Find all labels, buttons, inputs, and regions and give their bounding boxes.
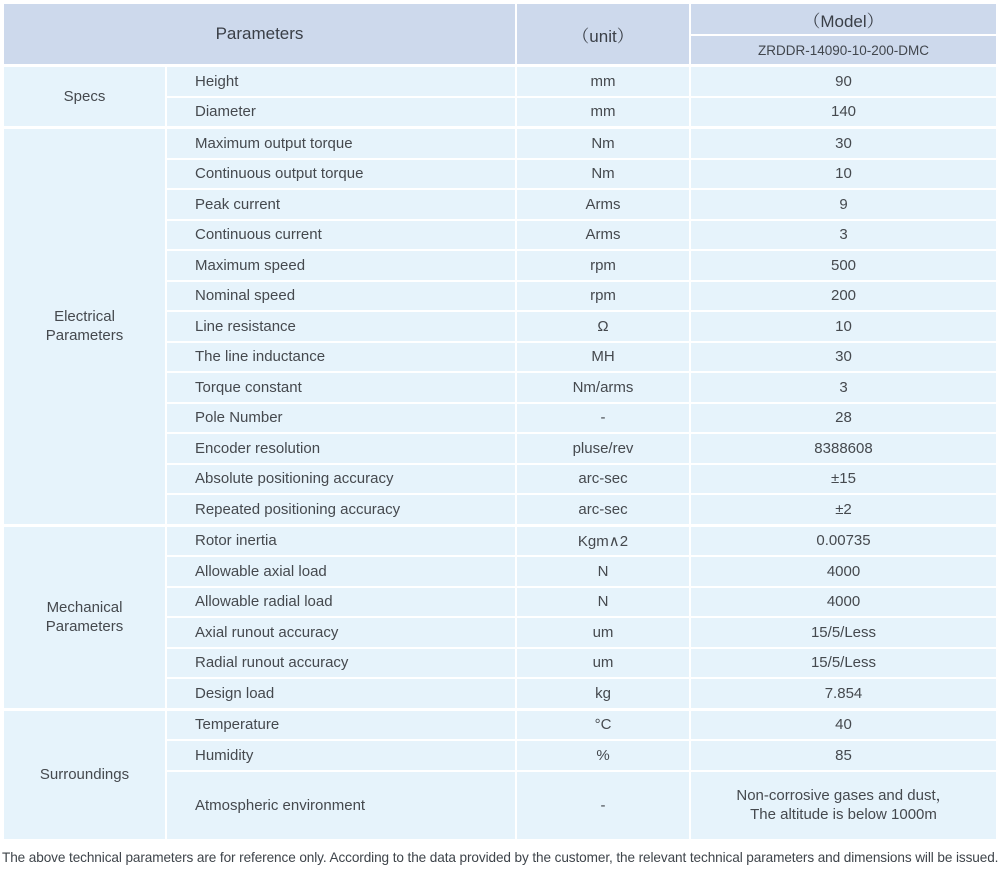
param-cell: Continuous current — [167, 221, 515, 250]
value-cell: 15/5/Less — [691, 618, 996, 647]
section-electrical-parameters — [4, 129, 996, 524]
category-label-line: Specs — [63, 88, 106, 105]
unit-cell: rpm — [517, 251, 689, 280]
unit-cell: - — [517, 772, 689, 839]
param-cell: Encoder resolution — [167, 434, 515, 463]
param-cell: Continuous output torque — [167, 160, 515, 189]
category-label-line: Mechanical — [46, 599, 123, 616]
unit-cell: Kgm∧2 — [517, 527, 689, 556]
header-unit: （unit） — [517, 4, 689, 64]
value-cell: 40 — [691, 711, 996, 740]
unit-cell: Arms — [517, 190, 689, 219]
unit-cell: N — [517, 588, 689, 617]
param-cell: Repeated positioning accuracy — [167, 495, 515, 524]
value-cell: 4000 — [691, 557, 996, 586]
unit-cell: mm — [517, 67, 689, 96]
param-cell: Allowable axial load — [167, 557, 515, 586]
param-cell: Line resistance — [167, 312, 515, 341]
param-cell: Diameter — [167, 98, 515, 127]
unit-cell: - — [517, 404, 689, 433]
unit-cell: um — [517, 649, 689, 678]
table-body — [4, 67, 996, 839]
value-cell: 200 — [691, 282, 996, 311]
param-cell: Rotor inertia — [167, 527, 515, 556]
value-cell: ±15 — [691, 465, 996, 494]
value-cell: 30 — [691, 343, 996, 372]
section-mechanical-parameters — [4, 527, 996, 708]
value-cell: 10 — [691, 312, 996, 341]
section-specs — [4, 67, 996, 126]
param-cell: Nominal speed — [167, 282, 515, 311]
footer-note: The above technical parameters are for reference only. According to the data provided by the customer, the relevant technical parameters and dimensions will be issued. — [2, 849, 999, 865]
value-line: Non-corrosive gases and dust， — [736, 787, 951, 804]
param-cell: Radial runout accuracy — [167, 649, 515, 678]
param-cell: Torque constant — [167, 373, 515, 402]
value-cell — [691, 772, 996, 839]
unit-cell: Nm/arms — [517, 373, 689, 402]
param-cell: Design load — [167, 679, 515, 708]
table-header — [4, 4, 996, 64]
value-cell: 3 — [691, 221, 996, 250]
param-cell: Pole Number — [167, 404, 515, 433]
value-cell: 4000 — [691, 588, 996, 617]
param-cell: Maximum output torque — [167, 129, 515, 158]
param-cell: The line inductance — [167, 343, 515, 372]
value-line: The altitude is below 1000m — [750, 806, 937, 823]
value-cell: 85 — [691, 741, 996, 770]
param-cell: Maximum speed — [167, 251, 515, 280]
header-parameters: Parameters — [4, 4, 515, 64]
header-model-number: ZRDDR-14090-10-200-DMC — [691, 36, 996, 64]
value-cell: 10 — [691, 160, 996, 189]
section-surroundings — [4, 711, 996, 839]
category-label-line: Electrical — [54, 308, 115, 326]
unit-cell: um — [517, 618, 689, 647]
unit-cell: N — [517, 557, 689, 586]
param-cell: Peak current — [167, 190, 515, 219]
category-cell — [4, 527, 165, 708]
value-cell: 28 — [691, 404, 996, 433]
param-cell: Absolute positioning accuracy — [167, 465, 515, 494]
unit-cell: rpm — [517, 282, 689, 311]
category-cell — [4, 711, 165, 839]
header-model-label: （Model） — [691, 4, 996, 34]
unit-cell: % — [517, 741, 689, 770]
value-cell: 7.854 — [691, 679, 996, 708]
param-cell: Atmospheric environment — [167, 772, 515, 839]
unit-cell: Nm — [517, 129, 689, 158]
param-cell: Axial runout accuracy — [167, 618, 515, 647]
value-cell: 8388608 — [691, 434, 996, 463]
unit-cell: Ω — [517, 312, 689, 341]
value-cell: 9 — [691, 190, 996, 219]
unit-cell: arc-sec — [517, 465, 689, 494]
category-cell — [4, 67, 165, 126]
param-cell: Humidity — [167, 741, 515, 770]
value-cell: ±2 — [691, 495, 996, 524]
category-label-line: Parameters — [45, 327, 124, 345]
category-cell — [4, 129, 165, 524]
unit-cell: MH — [517, 343, 689, 372]
unit-cell: kg — [517, 679, 689, 708]
value-cell: 140 — [691, 98, 996, 127]
spec-table — [4, 4, 996, 839]
unit-cell: mm — [517, 98, 689, 127]
header-model — [691, 4, 996, 64]
value-cell: 90 — [691, 67, 996, 96]
param-cell: Temperature — [167, 711, 515, 740]
value-cell: 30 — [691, 129, 996, 158]
unit-cell: pluse/rev — [517, 434, 689, 463]
unit-cell: °C — [517, 711, 689, 740]
category-label-line: Surroundings — [39, 766, 130, 783]
unit-cell: arc-sec — [517, 495, 689, 524]
param-cell: Height — [167, 67, 515, 96]
unit-cell: Nm — [517, 160, 689, 189]
value-cell: 15/5/Less — [691, 649, 996, 678]
category-label-line: Parameters — [45, 618, 124, 635]
value-cell: 500 — [691, 251, 996, 280]
value-cell: 3 — [691, 373, 996, 402]
param-cell: Allowable radial load — [167, 588, 515, 617]
value-cell: 0.00735 — [691, 527, 996, 556]
unit-cell: Arms — [517, 221, 689, 250]
